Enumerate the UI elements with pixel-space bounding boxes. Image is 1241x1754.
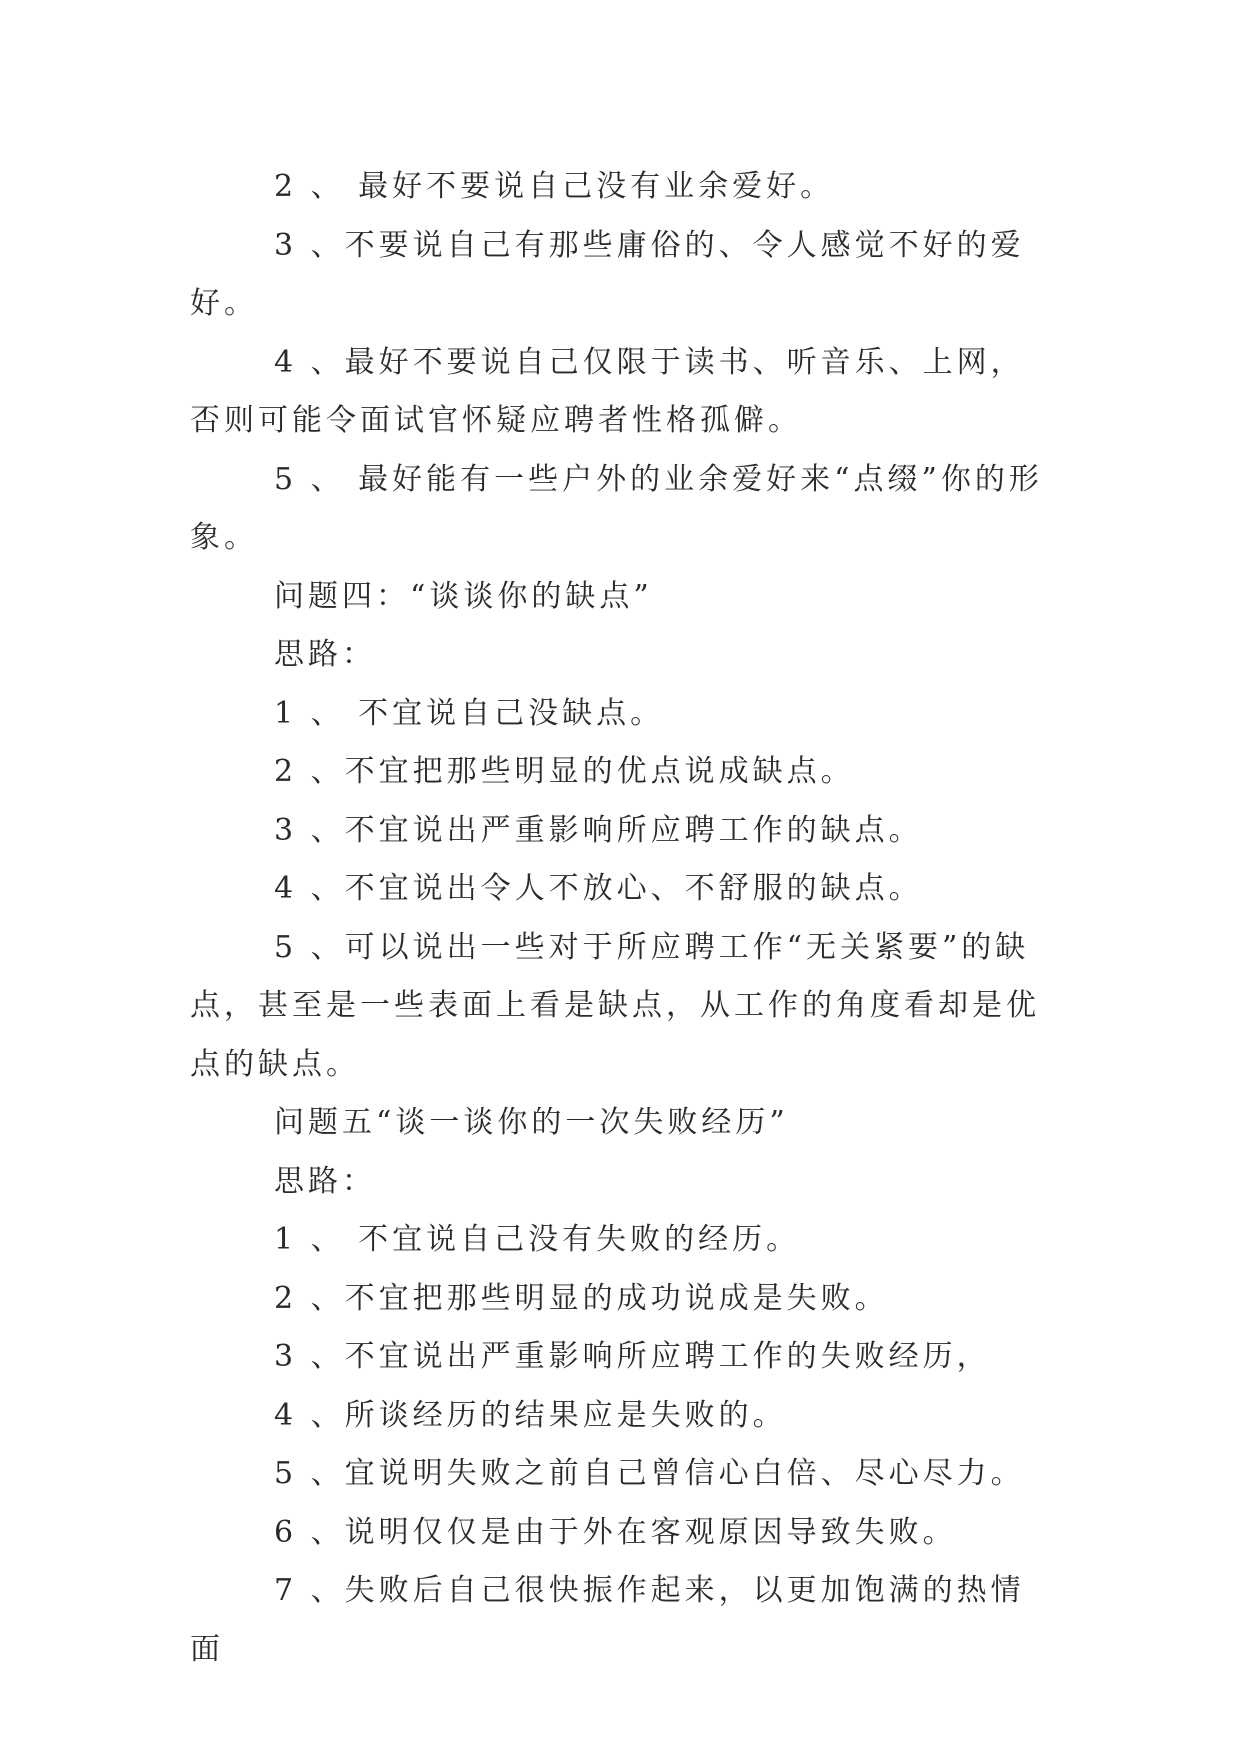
paragraph-hobby-4: 4 、最好不要说自己仅限于读书、听音乐、上网，否则可能令面试官怀疑应聘者性格孤僻。 xyxy=(190,344,1025,438)
paragraph-failure-5: 5 、宜说明失败之前自己曾信心白倍、尽心尽力。 xyxy=(274,1456,1025,1491)
paragraph-hobby-5: 5 、 最好能有一些户外的业余爱好来“点缀”你的形象。 xyxy=(190,461,1043,555)
question-four-heading: 问题四：“谈谈你的缺点” xyxy=(274,578,653,614)
paragraph-hobby-3: 3 、不要说自己有那些庸俗的、令人感觉不好的爱好。 xyxy=(190,227,1025,321)
paragraph-failure-1: 1 、 不宜说自己没有失败的经历。 xyxy=(274,1222,801,1257)
paragraph-weakness-5: 5 、可以说出一些对于所应聘工作“无关紧要”的缺点，甚至是一些表面上看是缺点，从工作的角度看却是优点的缺点。 xyxy=(190,929,1040,1082)
paragraph-failure-3: 3 、不宜说出严重影响所应聘工作的失败经历， xyxy=(274,1339,991,1374)
paragraph-failure-6: 6 、说明仅仅是由于外在客观原因导致失败。 xyxy=(274,1514,957,1550)
paragraph-weakness-1: 1 、 不宜说自己没缺点。 xyxy=(274,695,665,731)
paragraph-failure-4: 4 、所谈经历的结果应是失败的。 xyxy=(274,1397,787,1433)
paragraph-failure-7: 7 、失败后自己很快振作起来，以更加饱满的热情面 xyxy=(190,1573,1025,1667)
question-four-approach-label: 思路： xyxy=(274,637,376,672)
paragraph-weakness-2: 2 、不宜把那些明显的优点说成缺点。 xyxy=(274,754,855,789)
paragraph-failure-2: 2 、不宜把那些明显的成功说成是失败。 xyxy=(274,1280,889,1316)
document-body xyxy=(190,158,1050,1679)
question-five-approach-label: 思路： xyxy=(274,1163,376,1199)
paragraph-weakness-3: 3 、不宜说出严重影响所应聘工作的缺点。 xyxy=(274,812,923,848)
question-five-heading: 问题五“谈一谈你的一次失败经历” xyxy=(274,1105,789,1140)
paragraph-hobby-2: 2 、 最好不要说自己没有业余爱好。 xyxy=(274,169,835,204)
paragraph-weakness-4: 4 、不宜说出令人不放心、不舒服的缺点。 xyxy=(274,871,923,906)
